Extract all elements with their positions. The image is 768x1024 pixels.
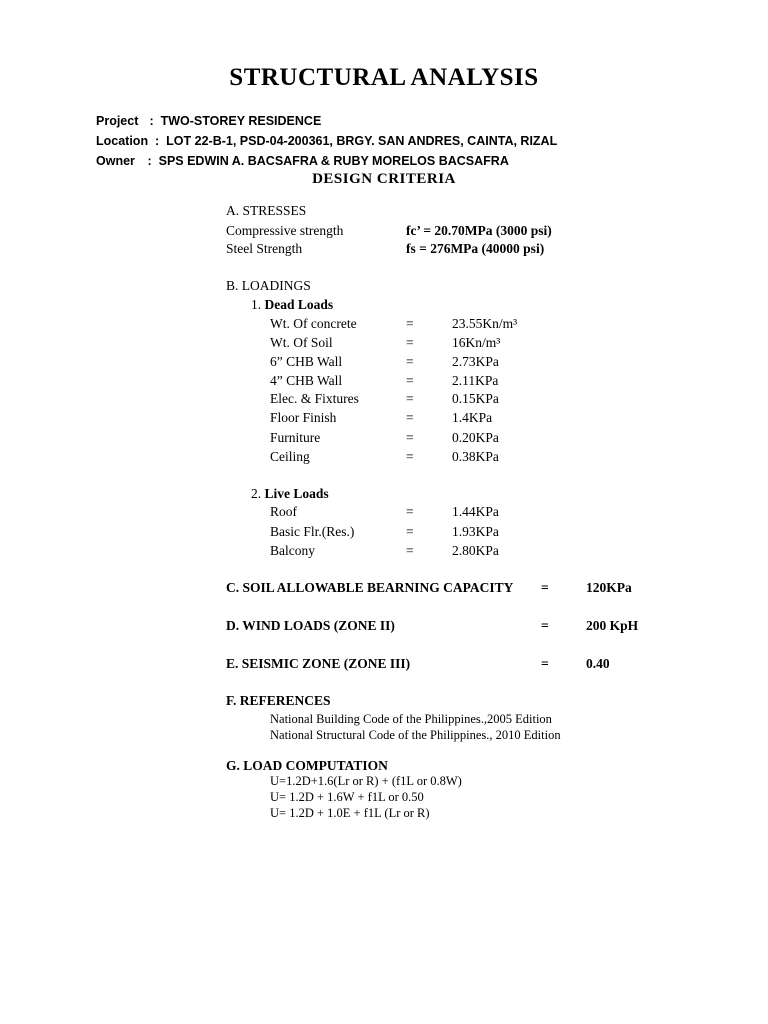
project-value: TWO-STOREY RESIDENCE xyxy=(160,114,322,128)
project-label: Project xyxy=(96,114,139,128)
dead-loads-heading xyxy=(251,297,333,313)
live-loads-number: 2. xyxy=(251,486,262,501)
stress-row-value: fc’ = 20.70MPa (3000 psi) xyxy=(406,223,552,238)
owner-label: Owner xyxy=(96,154,135,168)
wind-loads-value: 200 KpH xyxy=(586,618,639,633)
location-colon: : xyxy=(151,134,163,148)
live-load-label: Basic Flr.(Res.) xyxy=(270,524,355,539)
dead-load-label: 6” CHB Wall xyxy=(270,354,343,369)
dead-load-eq: = xyxy=(406,316,414,331)
dead-load-eq: = xyxy=(406,373,414,388)
owner-colon: : xyxy=(147,154,156,168)
reference-item: National Building Code of the Philippines.,2005 Edition xyxy=(270,712,552,726)
dead-load-label: Floor Finish xyxy=(270,410,337,425)
dead-load-value: 0.20KPa xyxy=(452,430,499,445)
dead-load-value: 2.73KPa xyxy=(452,354,499,369)
dead-load-eq: = xyxy=(406,354,414,369)
dead-load-label: Wt. Of Soil xyxy=(270,335,333,350)
dead-load-value: 16Kn/m³ xyxy=(452,335,501,350)
dead-loads-title: Dead Loads xyxy=(264,297,334,312)
owner-line xyxy=(96,154,509,168)
owner-value: SPS EDWIN A. BACSAFRA & RUBY MORELOS BACSAFRA xyxy=(158,154,509,168)
dead-load-value: 23.55Kn/m³ xyxy=(452,316,518,331)
dead-load-eq: = xyxy=(406,335,414,350)
dead-load-eq: = xyxy=(406,449,414,464)
load-combination: U=1.2D+1.6(Lr or R) + (f1L or 0.8W) xyxy=(270,774,462,788)
soil-capacity-eq: = xyxy=(541,580,549,595)
dead-load-label: Furniture xyxy=(270,430,321,445)
dead-load-eq: = xyxy=(406,391,414,406)
live-load-eq: = xyxy=(406,524,414,539)
live-load-label: Balcony xyxy=(270,543,315,558)
design-criteria-heading: DESIGN CRITERIA xyxy=(312,171,456,187)
load-computation-heading: G. LOAD COMPUTATION xyxy=(226,758,388,773)
location-label: Location xyxy=(96,134,149,148)
load-combination: U= 1.2D + 1.0E + f1L (Lr or R) xyxy=(270,806,430,820)
page-title: STRUCTURAL ANALYSIS xyxy=(229,64,539,91)
dead-load-value: 2.11KPa xyxy=(452,373,499,388)
stress-row-value: fs = 276MPa (40000 psi) xyxy=(406,241,545,256)
dead-load-eq: = xyxy=(406,430,414,445)
dead-load-value: 1.4KPa xyxy=(452,410,493,425)
dead-load-value: 0.38KPa xyxy=(452,449,499,464)
stress-row-label: Steel Strength xyxy=(226,241,303,256)
seismic-zone-eq: = xyxy=(541,656,549,671)
reference-item: National Structural Code of the Philippines., 2010 Edition xyxy=(270,728,561,742)
live-loads-heading xyxy=(251,486,329,502)
dead-loads-number: 1. xyxy=(251,297,262,312)
wind-loads-label: D. WIND LOADS (ZONE II) xyxy=(226,618,395,633)
live-load-eq: = xyxy=(406,504,414,519)
live-load-value: 1.44KPa xyxy=(452,504,499,519)
dead-load-label: Ceiling xyxy=(270,449,310,464)
dead-load-eq: = xyxy=(406,410,414,425)
location-value: LOT 22-B-1, PSD-04-200361, BRGY. SAN ANDRES, CAINTA, RIZAL xyxy=(166,134,558,148)
seismic-zone-value: 0.40 xyxy=(586,656,610,671)
project-colon: : xyxy=(149,114,158,128)
project-line xyxy=(96,114,321,128)
wind-loads-eq: = xyxy=(541,618,549,633)
load-combination: U= 1.2D + 1.6W + f1L or 0.50 xyxy=(270,790,424,804)
dead-load-label: Elec. & Fixtures xyxy=(270,391,359,406)
references-heading: F. REFERENCES xyxy=(226,693,331,708)
loadings-heading: B. LOADINGS xyxy=(226,278,311,293)
seismic-zone-label: E. SEISMIC ZONE (ZONE III) xyxy=(226,656,411,671)
dead-load-label: Wt. Of concrete xyxy=(270,316,357,331)
live-load-value: 2.80KPa xyxy=(452,543,499,558)
soil-capacity-value: 120KPa xyxy=(586,580,632,595)
stresses-heading: A. STRESSES xyxy=(226,203,307,218)
soil-capacity-label: C. SOIL ALLOWABLE BEARNING CAPACITY xyxy=(226,580,514,595)
dead-load-label: 4” CHB Wall xyxy=(270,373,343,388)
location-line xyxy=(96,134,557,148)
live-loads-title: Live Loads xyxy=(264,486,329,501)
live-load-label: Roof xyxy=(270,504,297,519)
dead-load-value: 0.15KPa xyxy=(452,391,499,406)
live-load-eq: = xyxy=(406,543,414,558)
stress-row-label: Compressive strength xyxy=(226,223,344,238)
live-load-value: 1.93KPa xyxy=(452,524,499,539)
